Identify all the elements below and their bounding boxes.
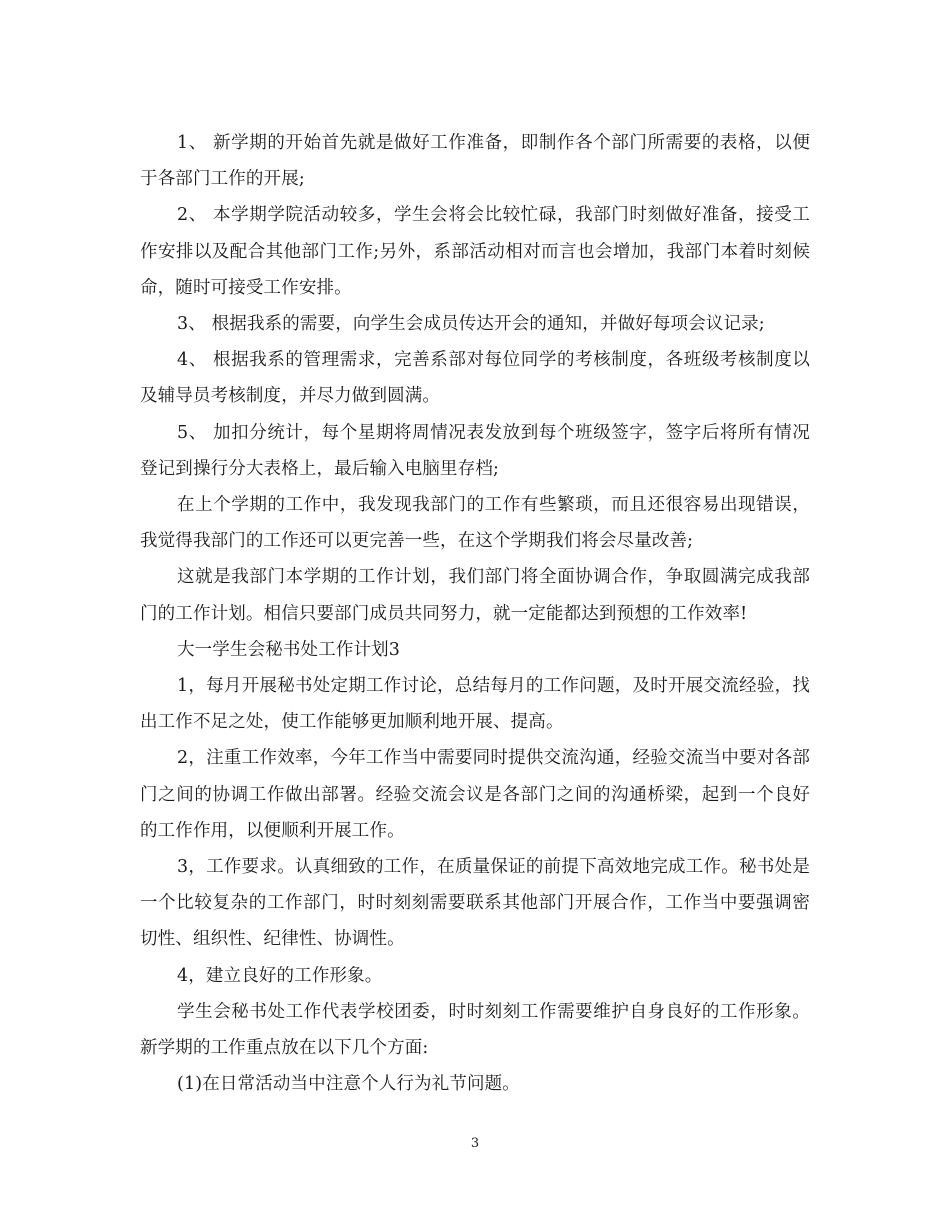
paragraph-summary-1: 在上个学期的工作中，我发现我部门的工作有些繁琐，而且还很容易出现错误，我觉得我部门的工作还可以更完善一些，在这个学期我们将会尽量改善; (140, 495, 810, 552)
paragraph-plan-2: 2，注重工作效率，今年工作当中需要同时提供交流沟通，经验交流当中要对各部门之间的协调工作做出部署。经验交流会议是各部门之间的沟通桥梁，起到一个良好的工作作用，以便顺利开展工作。 (140, 748, 810, 841)
paragraph-plan-4: 4，建立良好的工作形象。 (177, 965, 383, 986)
paragraph-plan-1: 1，每月开展秘书处定期工作讨论，总结每月的工作问题，及时开展交流经验，找出工作不足之处，使工作能够更加顺利地开展、提高。 (140, 676, 810, 733)
document-body (140, 125, 810, 1102)
paragraph-item-1: 1、 新学期的开始首先就是做好工作准备，即制作各个部门所需要的表格，以便于各部门工作的开展; (140, 133, 810, 190)
paragraph-item-4: 4、 根据我系的管理需求，完善系部对每位同学的考核制度，各班级考核制度以及辅导员考核制度，并尽力做到圆满。 (140, 350, 810, 407)
page-number: 3 (470, 1136, 480, 1151)
paragraph-plan-3: 3，工作要求。认真细致的工作，在质量保证的前提下高效地完成工作。秘书处是一个比较复杂的工作部门，时时刻刻需要联系其他部门开展合作，工作当中要强调密切性、组织性、纪律性、协调性。 (140, 857, 810, 950)
paragraph-item-3: 3、 根据我系的需要，向学生会成员传达开会的通知，并做好每项会议记录; (177, 314, 765, 335)
section-heading: 大一学生会秘书处工作计划3 (177, 639, 401, 660)
paragraph-item-2: 2、 本学期学院活动较多，学生会将会比较忙碌，我部门时刻做好准备，接受工作安排以及配合其他部门工作;另外，系部活动相对而言也会增加，我部门本着时刻候命，随时可接受工作安排。 (140, 205, 810, 298)
paragraph-summary-2: 这就是我部门本学期的工作计划，我们部门将全面协调合作，争取圆满完成我部门的工作计划。相信只要部门成员共同努力，就一定能都达到预想的工作效率! (140, 567, 810, 624)
paragraph-item-5: 5、 加扣分统计，每个星期将周情况表发放到每个班级签字，签字后将所有情况登记到操行分大表格上，最后输入电脑里存档; (140, 422, 810, 479)
paragraph-subpoint-1: (1)在日常活动当中注意个人行为礼节问题。 (177, 1074, 520, 1095)
paragraph-image: 学生会秘书处工作代表学校团委，时时刻刻工作需要维护自身良好的工作形象。新学期的工作重点放在以下几个方面: (140, 1001, 810, 1059)
